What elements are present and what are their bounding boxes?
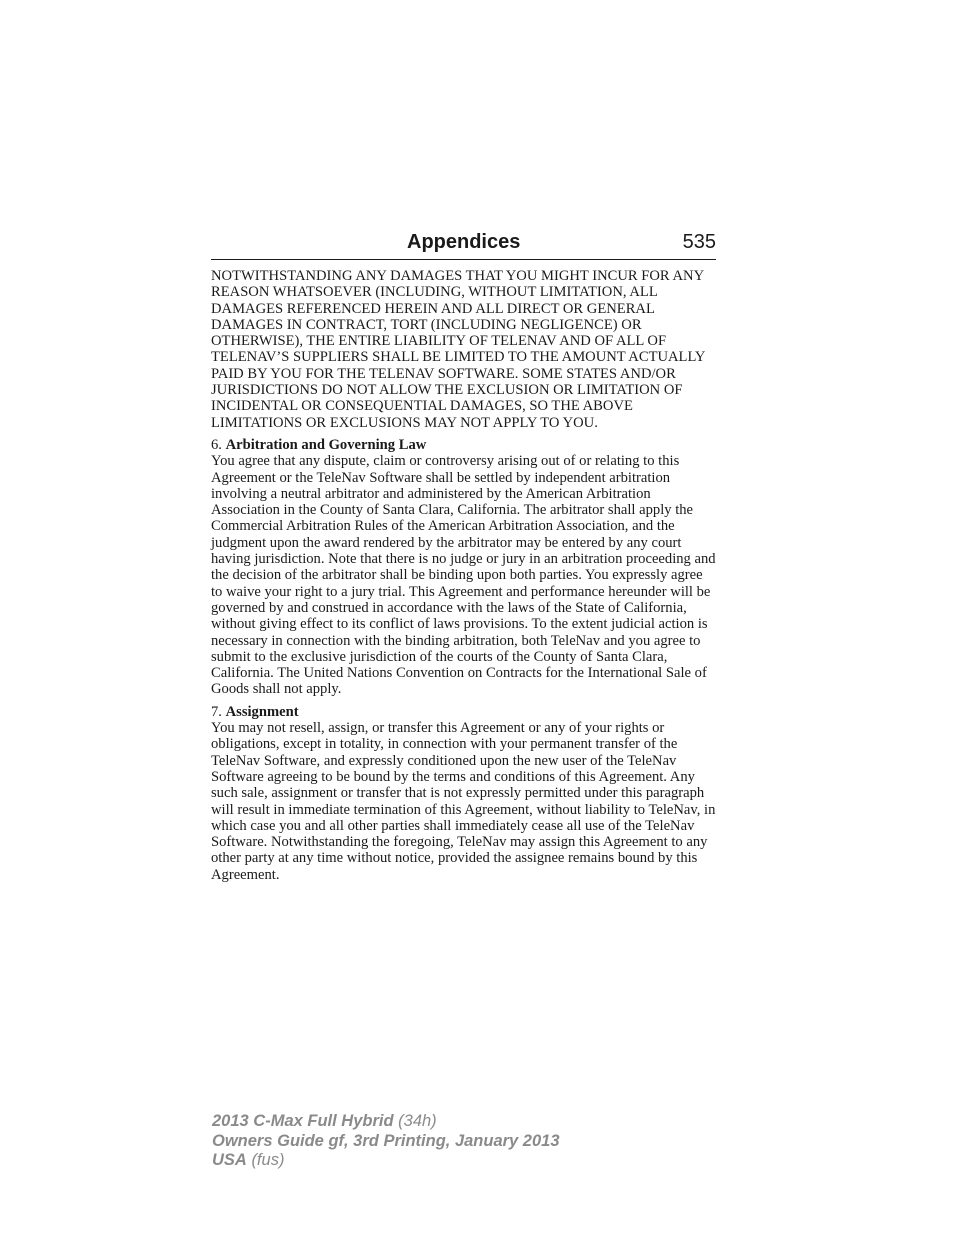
section-heading-text: Arbitration and Governing Law — [225, 436, 427, 453]
footer-region: USA — [212, 1151, 247, 1169]
page-content — [211, 268, 716, 889]
page-footer — [212, 1112, 560, 1171]
page-number: 535 — [682, 231, 716, 253]
section-title: Appendices — [407, 231, 521, 253]
section-heading-text: Assignment — [225, 703, 299, 720]
section-heading-assignment — [211, 704, 716, 720]
section-body-assignment: You may not resell, assign, or transfer this Agreement or any of your rights or obligations, except in totality, in connection with your permanent transfer of the TeleNav Software, and expressly conditioned upon the new user of the TeleNav Software agreeing to be bound by the terms and conditions of this Agreement. Any such sale, assignment or transfer that is not expressly permitted under this paragraph will result in immediate termination of this Agreement, without liability to TeleNav, in which case you and all other parties shall immediately cease all use of the TeleNav Software. Notwithstanding the foregoing, TeleNav may assign this Agreement to any other party at any time without notice, provided the assignee remains bound by this Agreement. — [211, 720, 716, 883]
footer-model-code: (34h) — [398, 1112, 437, 1130]
footer-line-guide — [212, 1132, 560, 1152]
section-number: 6. — [211, 436, 222, 453]
footer-model: 2013 C-Max Full Hybrid — [212, 1112, 394, 1130]
section-heading-arbitration — [211, 437, 716, 453]
footer-region-code: (fus) — [251, 1151, 285, 1169]
footer-guide: Owners Guide gf, 3rd Printing, January 2013 — [212, 1131, 560, 1150]
section-body-arbitration: You agree that any dispute, claim or controversy arising out of or relating to this Agreement or the TeleNav Software shall be settled by independent arbitration involving a neutral arbitrator and administered by the American Arbitration Association in the County of Santa Clara, California. The arbitrator shall apply the Commercial Arbitration Rules of the American Arbitration Association, and the judgment upon the award rendered by the arbitrator may be entered by any court having jurisdiction. Note that there is no judge or jury in an arbitration proceeding and the decision of the arbitrator shall be binding upon both parties. You expressly agree to waive your right to a jury trial. This Agreement and performance hereunder will be governed by and construed in accordance with the laws of the State of California, without giving effect to its conflict of laws provisions. To the extent judicial action is necessary in connection with the binding arbitration, both TeleNav and you agree to submit to the exclusive jurisdiction of the courts of the County of Santa Clara, California. The United Nations Convention on Contracts for the International Sale of Goods shall not apply. — [211, 453, 716, 698]
liability-paragraph: NOTWITHSTANDING ANY DAMAGES THAT YOU MIGHT INCUR FOR ANY REASON WHATSOEVER (INCLUDING, WITHOUT LIMITATION, ALL DAMAGES REFERENCED HEREIN AND ALL DIRECT OR GENERAL DAMAGES IN CONTRACT, TORT (INCLUDING NEGLIGENCE) OR OTHERWISE), THE ENTIRE LIABILITY OF TELENAV AND OF ALL OF TELENAV’S SUPPLIERS SHALL BE LIMITED TO THE AMOUNT ACTUALLY PAID BY YOU FOR THE TELENAV SOFTWARE. SOME STATES AND/OR JURISDICTIONS DO NOT ALLOW THE EXCLUSION OR LIMITATION OF INCIDENTAL OR CONSEQUENTIAL DAMAGES, SO THE ABOVE LIMITATIONS OR EXCLUSIONS MAY NOT APPLY TO YOU. — [211, 268, 705, 431]
section-number: 7. — [211, 703, 222, 720]
footer-line-region — [212, 1151, 560, 1171]
footer-line-model — [212, 1112, 560, 1132]
page-header — [211, 229, 716, 260]
